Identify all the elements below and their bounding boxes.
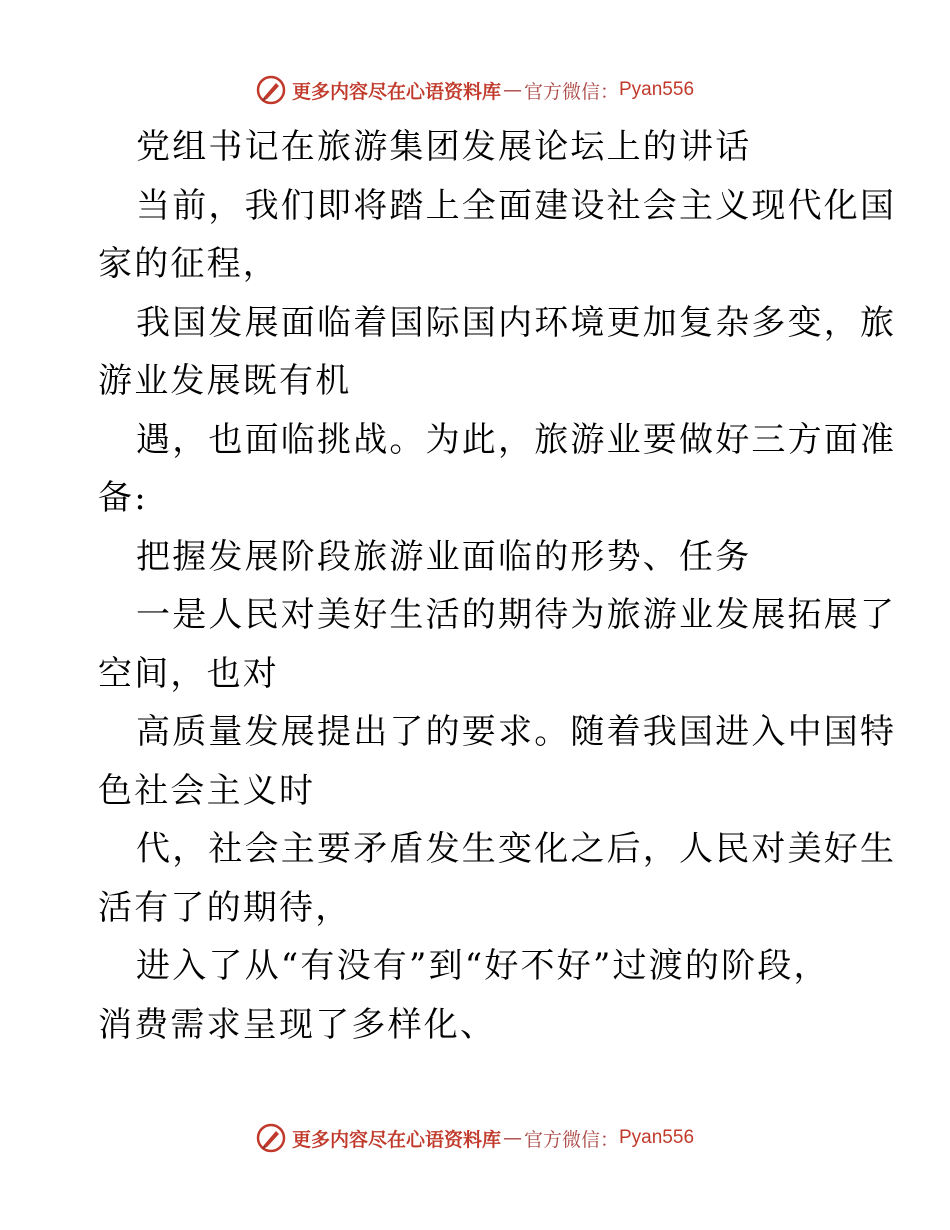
paragraph-line: 一是人民对美好生活的期待为旅游业发展拓展了	[136, 595, 897, 635]
paragraph-line: 当前，我们即将踏上全面建设社会主义现代化国	[136, 185, 897, 226]
paragraph-line: 家的征程，	[98, 244, 279, 284]
watermark-account: Pyan556	[619, 1127, 695, 1148]
watermark-separator: —	[502, 1127, 522, 1149]
document-body	[98, 118, 897, 1054]
pen-logo-icon	[256, 1123, 286, 1153]
paragraph-line: 消费需求呈现了多样化、	[98, 1004, 497, 1045]
paragraph-line: 高质量发展提出了的要求。随着我国进入中国特	[136, 712, 897, 752]
paragraph-line: 我国发展面临着国际国内环境更加复杂多变，旅	[136, 302, 897, 343]
watermark-account: Pyan556	[619, 79, 695, 100]
watermark-brand: 更多内容尽在心语资料库	[291, 80, 501, 103]
watermark-label: 官方微信：	[523, 1128, 619, 1151]
paragraph-line: 党组书记在旅游集团发展论坛上的讲话	[136, 127, 752, 167]
paragraph-line: 把握发展阶段旅游业面临的形势、任务	[136, 536, 752, 577]
paragraph-line: 备:	[98, 478, 148, 518]
footer-watermark	[0, 1118, 950, 1158]
watermark-label: 官方微信：	[523, 80, 619, 103]
paragraph-line: 代，社会主要矛盾发生变化之后，人民对美好生	[136, 829, 897, 869]
paragraph-line: 空间，也对	[98, 653, 279, 694]
paragraph-line: 游业发展既有机	[98, 361, 352, 401]
paragraph-line: 遇，也面临挑战。为此，旅游业要做好三方面准	[136, 419, 897, 460]
paragraph-line: 活有了的期待，	[98, 887, 352, 928]
paragraph-line: 进入了从“有没有”到“好不好”过渡的阶段，	[136, 946, 830, 986]
watermark-brand: 更多内容尽在心语资料库	[291, 1128, 501, 1151]
pen-logo-icon	[256, 75, 286, 105]
watermark-separator: —	[502, 79, 522, 101]
header-watermark	[0, 70, 950, 110]
paragraph-line: 色社会主义时	[98, 770, 316, 811]
